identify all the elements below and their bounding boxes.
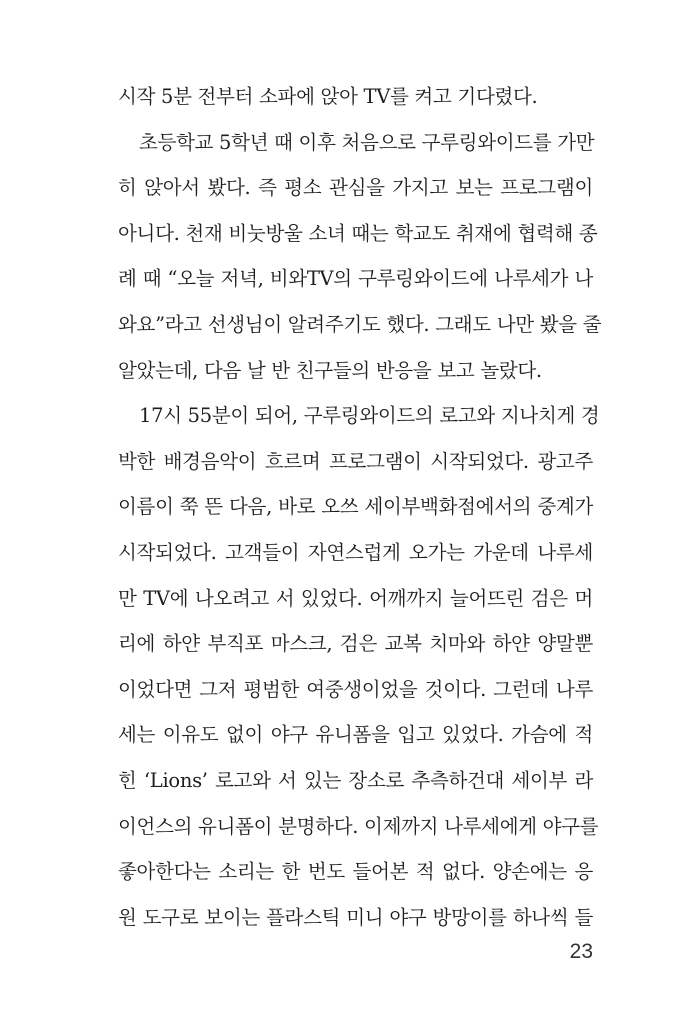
text-line: 례 때 “오늘 저녁, 비와TV의 구루링와이드에 나루세가 나 xyxy=(118,267,593,291)
text-line: 초등학교 5학년 때 이후 처음으로 구루링와이드를 가만 xyxy=(139,130,595,154)
text-line: 박한 배경음악이 흐르며 프로그램이 시작되었다. 광고주 xyxy=(118,449,593,473)
text-line: 리에 하얀 부직포 마스크, 검은 교복 치마와 하얀 양말뿐 xyxy=(118,632,593,656)
text-line: 시작되었다. 고객들이 자연스럽게 오가는 가운데 나루세 xyxy=(118,540,593,564)
text-line: 원 도구로 보이는 플라스틱 미니 야구 방망이를 하나씩 들 xyxy=(118,905,593,929)
text-line: 힌 ‘Lions’ 로고와 서 있는 장소로 추측하건대 세이부 라 xyxy=(118,768,593,792)
text-line: 만 TV에 나오려고 서 있었다. 어깨까지 늘어뜨린 검은 머 xyxy=(118,586,593,610)
text-line: 알았는데, 다음 날 반 친구들의 반응을 보고 놀랐다. xyxy=(118,358,542,382)
page-number: 23 xyxy=(569,940,593,963)
text-line: 이름이 쭉 뜬 다음, 바로 오쓰 세이부백화점에서의 중계가 xyxy=(118,495,593,519)
text-line: 아니다. 천재 비눗방울 소녀 때는 학교도 취재에 협력해 종 xyxy=(118,221,598,245)
text-line: 히 앉아서 봤다. 즉 평소 관심을 가지고 보는 프로그램이 xyxy=(118,176,593,200)
text-line: 17시 55분이 되어, 구루링와이드의 로고와 지나치게 경 xyxy=(139,404,600,428)
text-line: 이었다면 그저 평범한 여중생이었을 것이다. 그런데 나루 xyxy=(118,677,593,701)
text-line: 좋아한다는 소리는 한 번도 들어본 적 없다. 양손에는 응 xyxy=(118,860,593,884)
body-text xyxy=(118,74,602,940)
text-line: 이언스의 유니폼이 분명하다. 이제까지 나루세에게 야구를 xyxy=(118,814,599,838)
text-line: 와요”라고 선생님이 알려주기도 했다. 그래도 나만 봤을 줄 xyxy=(118,312,602,336)
text-line: 세는 이유도 없이 야구 유니폼을 입고 있었다. 가슴에 적 xyxy=(118,723,593,747)
text-line: 시작 5분 전부터 소파에 앉아 TV를 켜고 기다렸다. xyxy=(118,85,538,108)
